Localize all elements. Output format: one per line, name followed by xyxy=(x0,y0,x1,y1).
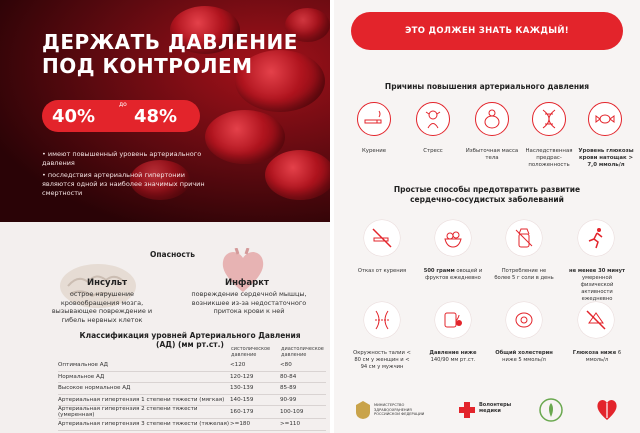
title-line: ДЕРЖАТЬ ДАВЛЕНИЕ xyxy=(42,30,298,54)
danger-heading: Опасность xyxy=(150,250,195,259)
table-header-row xyxy=(58,345,326,360)
percent-to: 48% xyxy=(134,106,178,127)
infarct-description: повреждение сердечной мышцы, возникшее из-за недостаточного притока крови к ней xyxy=(191,290,307,315)
coat-of-arms-icon xyxy=(354,400,372,420)
row-diastolic: 90-99 xyxy=(280,394,326,406)
cause-label: Стресс xyxy=(423,148,443,154)
no-smoking-icon xyxy=(364,220,400,256)
running-icon xyxy=(578,220,614,256)
stress-icon xyxy=(416,102,450,136)
prevent-heading-line: Простые способы предотвратить развитие xyxy=(393,185,581,194)
way-label xyxy=(422,268,484,282)
way-bold-text: Общий холестерин xyxy=(495,350,553,356)
row-name: Высокое нормальное АД xyxy=(58,383,230,395)
page-title xyxy=(42,30,298,78)
way-bold-text: 500 грамм xyxy=(423,268,455,274)
ministry-logo-text: МИНИСТЕРСТВО ЗДРАВООХРАНЕНИЯ РОССИЙСКОЙ ФЕДЕРАЦИИ xyxy=(374,403,425,417)
way-label xyxy=(566,268,628,303)
cause-label: Уровень глюкозы крови натощак > 7,0 ммоль/л xyxy=(578,148,634,168)
row-systolic: 130-139 xyxy=(230,383,280,395)
blood-cell-image xyxy=(205,110,285,164)
cigarette-icon xyxy=(357,102,391,136)
way-text: 6 ммоль/л xyxy=(585,350,622,363)
facts-list xyxy=(42,150,212,201)
volunteers-logo-text: Волонтеры медики xyxy=(479,402,512,414)
candy-icon xyxy=(588,102,622,136)
waist-icon xyxy=(364,302,400,338)
overweight-icon xyxy=(475,102,509,136)
way-bold-text: не менее 30 минут xyxy=(569,268,625,274)
right-panel xyxy=(334,0,640,433)
row-diastolic: 85-89 xyxy=(280,383,326,395)
row-name: Нормальное АД xyxy=(58,371,230,383)
way-bold-text: Глюкоза ниже xyxy=(572,350,617,356)
row-systolic: 120-129 xyxy=(230,371,280,383)
infarct-title: Инфаркт xyxy=(225,278,269,288)
way-label xyxy=(493,268,555,282)
way-label xyxy=(566,350,628,364)
row-name: Артериальная гипертензия 3 степени тяжести (тяжелая) xyxy=(58,419,230,431)
way-text: Окружность талии < 80 см у женщин и < 94 см у мужчин xyxy=(353,350,411,370)
prevent-heading xyxy=(334,185,640,205)
way-text: овощей и фруктов ежедневно xyxy=(425,268,483,281)
banner-title: ЭТО ДОЛЖЕН ЗНАТЬ КАЖДЫЙ! xyxy=(351,12,623,50)
row-name: Артериальная гипертензия 1 степени тяжести (мягкая) xyxy=(58,394,230,406)
fact-item: • имеют повышенный уровень артериального давления xyxy=(42,150,202,167)
way-text: Отказ от курения xyxy=(357,268,407,274)
row-diastolic: 80-84 xyxy=(280,371,326,383)
way-label xyxy=(422,350,484,364)
row-name: Оптимальное АД xyxy=(58,360,230,371)
stroke-title: Инсульт xyxy=(87,278,128,288)
row-diastolic: 100-109 xyxy=(280,406,326,419)
dna-icon xyxy=(532,102,566,136)
heart-logo-icon xyxy=(596,398,618,422)
row-diastolic: <80 xyxy=(280,360,326,371)
way-text: ниже 5 ммоль/л xyxy=(502,357,546,363)
table-row xyxy=(58,371,326,383)
column-header-diastolic: диастолическое давление xyxy=(281,346,324,358)
percent-from: 40% xyxy=(52,106,96,127)
egg-icon xyxy=(506,302,542,338)
row-systolic: >=180 xyxy=(230,419,280,431)
way-label xyxy=(351,268,413,275)
way-bold-text: Давление ниже xyxy=(429,350,477,356)
table-row xyxy=(58,419,326,431)
health-emblem-icon xyxy=(539,398,563,422)
row-systolic: <120 xyxy=(230,360,280,371)
way-label xyxy=(351,350,413,371)
row-systolic: 140-159 xyxy=(230,394,280,406)
causes-heading: Причины повышения артериального давления xyxy=(384,82,590,91)
cause-label: Курение xyxy=(361,148,387,154)
title-line: ПОД КОНТРОЛЕМ xyxy=(42,54,253,78)
cause-label: Избыточная масса тела xyxy=(465,148,519,161)
percent-badge xyxy=(42,100,200,132)
vegetables-icon xyxy=(435,220,471,256)
percent-to-label: до xyxy=(119,101,127,108)
way-text: Потребление не более 5 г соли в день xyxy=(494,268,554,281)
no-sweets-icon xyxy=(578,302,614,338)
table-row xyxy=(58,383,326,395)
table-row xyxy=(58,394,326,406)
cause-label: Наследственная предрас-положенность xyxy=(525,148,573,168)
classification-table xyxy=(58,345,326,431)
volunteers-cross-icon xyxy=(458,401,476,419)
way-text: 140/90 мм рт.ст. xyxy=(430,357,476,363)
blood-cell-image xyxy=(265,150,330,200)
table-row xyxy=(58,360,326,371)
prevent-heading-line: сердечно-сосудистых заболеваний xyxy=(410,195,564,204)
table-row xyxy=(58,406,326,419)
fact-item: • последствия артериальной гипертонии являются одной из наиболее значимых причин смертности xyxy=(42,171,205,197)
salt-icon xyxy=(506,220,542,256)
tonometer-icon xyxy=(435,302,471,338)
column-header-systolic: систолическое давление xyxy=(231,346,271,358)
way-label xyxy=(493,350,555,364)
classification-title: Классификация уровней Артериального Давления (АД) (мм рт.ст.) xyxy=(79,331,301,349)
way-text: умеренной физической активности ежедневно xyxy=(580,275,614,302)
stroke-description: острое нарушение кровообращения мозга, вызывающее повреждение и гибель нервных клеток xyxy=(51,290,153,324)
row-diastolic: >=110 xyxy=(280,419,326,431)
row-name: Артериальная гипертензия 2 степени тяжести (умеренная) xyxy=(58,406,230,419)
row-systolic: 160-179 xyxy=(230,406,280,419)
